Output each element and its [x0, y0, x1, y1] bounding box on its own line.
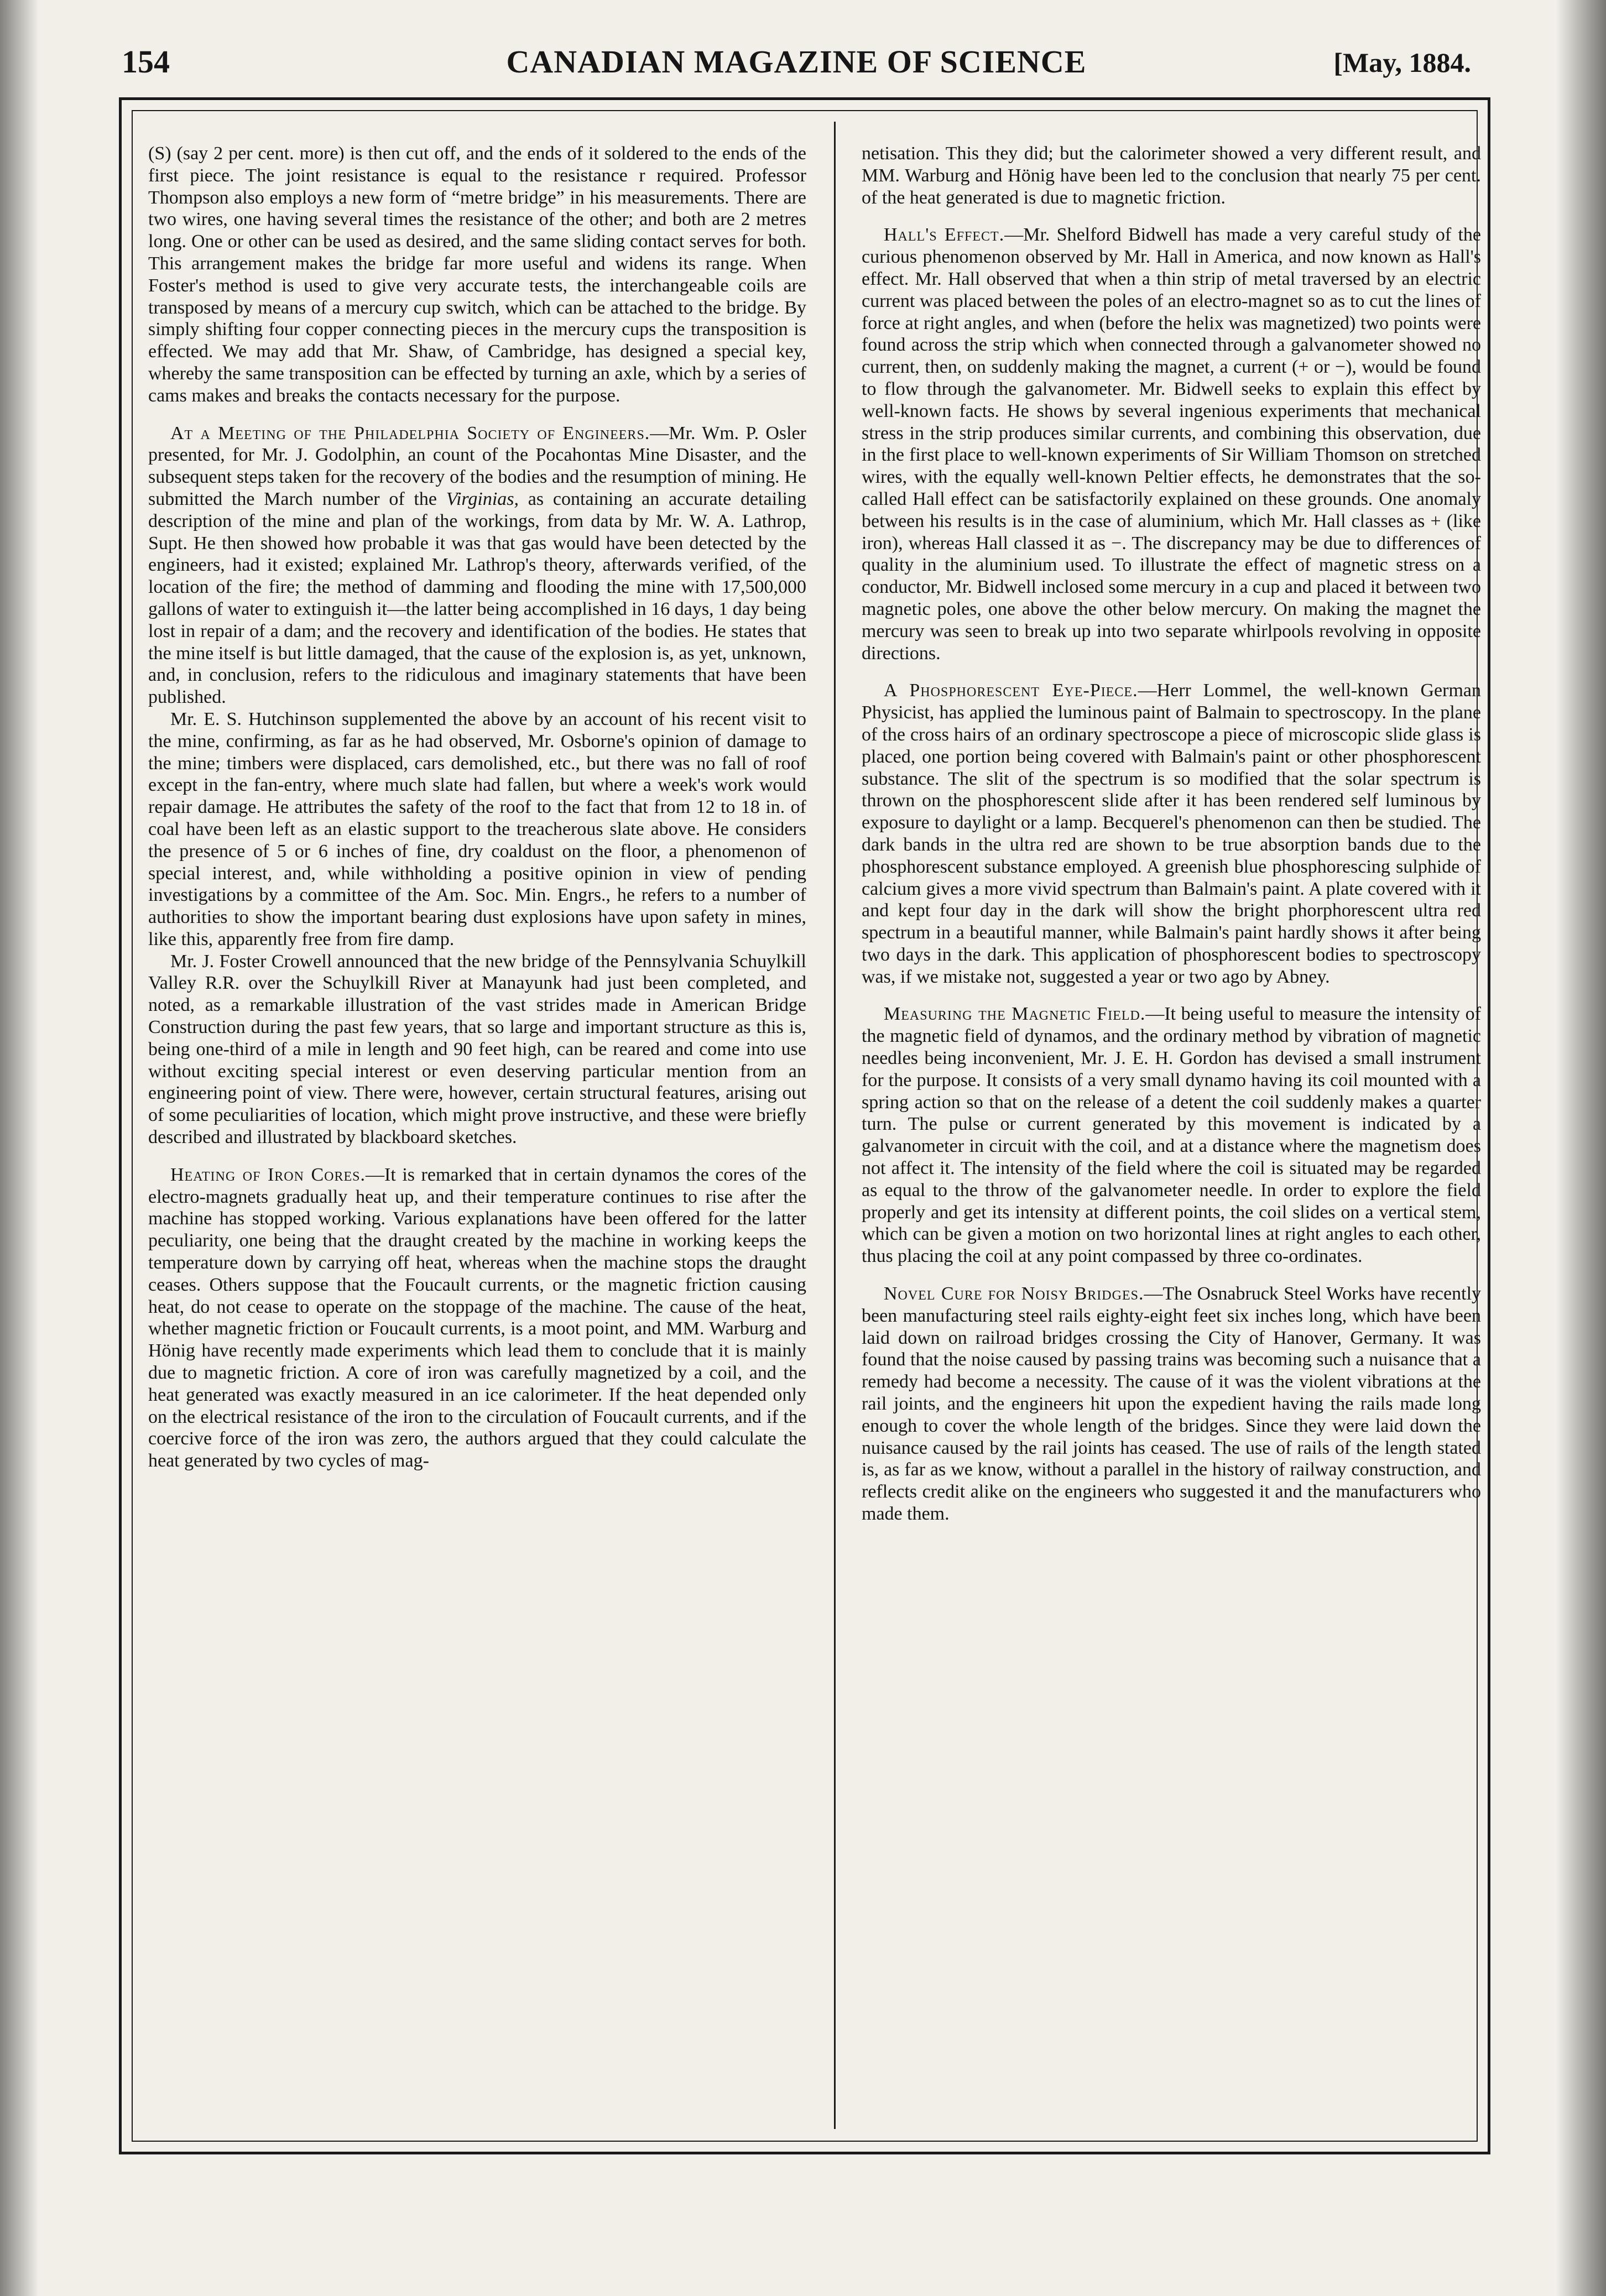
heading-phosphorescent-eyepiece: A Phosphorescent Eye-Piece.: [884, 680, 1138, 701]
paragraph-bridge-resistance: (S) (say 2 per cent. more) is then cut off, and the ends of it soldered to the ends of the first piece. The joint resistance is equal to the resistance r required. Professor Thompson also employs a new form of “metre bridge” in his measurements. There are two wires, one having several times the resistance of the other; and both are 2 metres long. One or other can be used as desired, and the same sliding contact serves for both. This arrangement makes the bridge far more useful and widens its range. When Foster's method is used to give very accurate tests, the interchangeable coils are transposed by means of a mercury cup switch, which can be attached to the bridge. By simply shifting four copper connecting pieces in the mercury cups the transposition is effected. We may add that Mr. Shaw, of Cambridge, has designed a special key, whereby the same transposition can be effected by turning an axle, which by a series of cams makes and breaks the contacts necessary for the purpose.: [148, 143, 806, 406]
heading-iron-cores: Heating of Iron Cores.: [170, 1164, 366, 1185]
paragraph-phosphorescent-eyepiece: [862, 680, 1481, 988]
scan-shadow-left: [0, 0, 39, 2296]
right-column: [862, 143, 1481, 1525]
paragraph-philadelphia-meeting: [148, 422, 806, 708]
heading-noisy-bridges: Novel Cure for Noisy Bridges.: [884, 1283, 1144, 1304]
heading-philadelphia-meeting: At a Meeting of the Philadelphia Society of Engineers.: [170, 422, 650, 443]
paragraph-text: as containing an accurate detailing description of the mine and plan of the workings, from data by Mr. W. A. Lathrop, Supt. He then showed how probable it was that gas would have been detected by the engineers, had it existed; explained Mr. Lathrop's theory, afterwards verified, of the location of the fire; the method of damming and flooding the mine with 17,500,000 gallons of water to extinguish it—the latter being accomplished in 16 days, 1 day being lost in repair of a dam; and the recovery and identification of the bodies. He states that the mine itself is but little damaged, that the cause of the explosion is, as yet, unknown, and, in conclusion, refers to the ridiculous and imaginary statements that have been published.: [148, 488, 806, 708]
paragraph-text: —The Osnabruck Steel Works have recently been manufacturing steel rails eighty-eight feet six inches long, which have been laid down on railroad bridges crossing the City of Hanover, Germany. It was found that the noise caused by passing trains was becoming such a nuisance that a remedy had become a necessity. The cause of it was the violent vibrations at the rail joints, and the engineers hit upon the expedient having the rails made long enough to cover the whole length of the bridges. Since they were laid down the nuisance caused by the rail joints has ceased. The use of rails of the length stated is, as far as we know, without a parallel in the history of railway construction, and reflects credit alike on the engineers who suggested it and the manufacturers who made them.: [862, 1283, 1482, 1525]
paragraph-text: —Herr Lommel, the well-known German Physicist, has applied the luminous paint of Balmain to spectroscopy. In the plane of the cross hairs of an ordinary spectroscope a piece of microscopic slide glass is placed, one portion being covered with Balmain's paint or other phosphorescent substance. The slit of the spectrum is so modified that the solar spectrum is thrown on the phosphorescent slide after it has been rendered self luminous by exposure to daylight or a lamp. Becquerel's phenomenon can then be studied. The dark bands in the ultra red are shown to be true absorption bands due to the phosphorescent substance employed. A greenish blue phosphorescing sulphide of calcium gives a more vivid spectrum than Balmain's paint. A plate covered with it and kept four day in the dark will show the bright phorphorescent ultra red spectrum in a beautiful manner, while Balmain's paint hardly shows it after being two days in the dark. This application of phosphorescent bodies to spectroscopy was, if we mistake not, suggested a year or two ago by Abney.: [862, 680, 1481, 987]
paragraph-crowell: Mr. J. Foster Crowell announced that the new bridge of the Pennsylvania Schuylkill Valley R.R. over the Schuylkill River at Manayunk had just been completed, and noted, as a remarkable illustration of the vast strides made in American Bridge Construction during the past few years, that so large and important structure as this is, being one-third of a mile in length and 90 feet high, can be reared and come into use without exciting special interest or even deserving particular mention from an engineering point of view. There were, however, certain structural features, arising out of some peculiarities of location, which might prove instructive, and these were briefly described and illustrated by blackboard sketches.: [148, 951, 806, 1148]
left-column: [148, 143, 806, 1472]
paragraph-magnetisation: netisation. This they did; but the calorimeter showed a very different result, and MM. Warburg and Hönig have been led to the conclusion that nearly 75 per cent. of the heat generated is due to magnetic friction.: [862, 143, 1481, 208]
paragraph-text: —Mr. Shelford Bidwell has made a very careful study of the curious phenomenon observed by Mr. Hall in America, and now known as Hall's effect. Mr. Hall observed that when a thin strip of metal traversed by an electric current was placed between the poles of an electro-magnet so as to cut the lines of force at right angles, and when (before the helix was magnetized) two points were found across the strip which when connected through a galvanometer showed no current, then, on suddenly making the magnet, a current (+ or −), would be found to flow through the galvanometer. Mr. Bidwell seeks to explain this effect by well-known facts. He shows by several ingenious experiments that mechanical stress in the strip produces similar currents, and combining this observation, due in the first place to well-known experiments of Sir William Thomson on stretched wires, with the equally well-known Peltier effects, he demonstrates that the so-called Hall effect can be satisfactorily explained on these grounds. One anomaly between his results is in the case of aluminium, which Mr. Hall classes as + (like iron), whereas Hall classed it as −. The discrepancy may be due to differences of quality in the aluminium used. To illustrate the effect of magnetic stress on a conductor, Mr. Bidwell inclosed some mercury in a cup and placed it between two magnetic poles, one above the other below mercury. On making the magnet the mercury was seen to break up into two separate whirlpools revolving in opposite directions.: [862, 225, 1481, 664]
paragraph-noisy-bridges: [862, 1283, 1481, 1525]
page-header: [122, 43, 1471, 87]
heading-magnetic-field: Measuring the Magnetic Field.: [884, 1004, 1146, 1025]
paragraph-halls-effect: [862, 224, 1481, 664]
paragraph-text: —Mr. Wm. P. Osler presented, for Mr. J. Godolphin, an count of the Pocahontas Mine Disaster, and the subsequent steps taken for the recovery of the bodies and the resumption of mining. He submitted the March number of the: [148, 422, 806, 509]
paragraph-text: —It is remarked that in certain dynamos the cores of the electro-magnets gradually heat up, and their temperature continues to rise after the machine has stopped working. Various explanations have been offered for the latter peculiarity, one being that the draught created by the machine in working keeps the temperature down by carrying off heat, whereas when the machine stops the draught ceases. Others suppose that the Foucault currents, or the magnetic friction causing heat, do not cease to operate on the stoppage of the machine. The cause of the heat, whether magnetic friction or Foucault currents, is a moot point, and MM. Warburg and Hönig have recently made experiments which lead them to conclude that it is mainly due to magnetic friction. A core of iron was carefully magnetized by a coil, and the heat generated was exactly measured in an ice calorimeter. If the heat depended only on the electrical resistance of the iron to the circulation of Foucault currents, and if the coercive force of the iron was zero, the authors argued that they could calculate the heat generated by two cycles of mag-: [148, 1164, 806, 1471]
publication-title: Virginias,: [446, 488, 519, 509]
magazine-title: CANADIAN MAGAZINE OF SCIENCE: [506, 44, 1087, 80]
paragraph-text: —It being useful to measure the intensity of the magnetic field of dynamos, and the ordinary method by vibration of magnetic needles being inconvenient, Mr. J. E. H. Gordon has devised a small instrument for the purpose. It consists of a very small dynamo having its coil mounted with a spring action so that on the release of a detent the coil suddenly makes a quarter turn. The pulse or current generated by this movement is indicated by a galvanometer in circuit with the coil, and at a distance where the magnetism does not affect it. The intensity of the field where the coil is situated may be regarded as equal to the throw of the galvanometer needle. In order to explore the field properly and get its intensity at different points, the coil slides on a vertical stem, which can be given a motion on two horizontal lines at right angles to each other, thus placing the coil at any point compassed by three co-ordinates.: [862, 1004, 1481, 1267]
issue-date: [May, 1884.: [1333, 47, 1471, 78]
heading-halls-effect: Hall's Effect.: [884, 225, 1005, 246]
paragraph-iron-cores: [148, 1164, 806, 1472]
scan-shadow-right: [1556, 0, 1606, 2296]
paragraph-magnetic-field: [862, 1003, 1481, 1267]
paragraph-hutchinson: Mr. E. S. Hutchinson supplemented the above by an account of his recent visit to the mine, confirming, as far as he had observed, Mr. Osborne's opinion of damage to the mine; timbers were displaced, cars demolished, etc., but there was no fall of roof except in the fan-entry, where much slate had fallen, but where a week's work would repair damage. He attributes the safety of the roof to the fact that from 12 to 18 in. of coal have been left as an elastic support to the treacherous slate above. He considers the presence of 5 or 6 inches of fine, dry coaldust on the floor, a phenomenon of special interest, and, while withholding a positive opinion in view of pending investigations by a committee of the Am. Soc. Min. Engrs., he refers to a number of authorities to show the important bearing dust explosions have upon safety in mines, like this, apparently free from fire damp.: [148, 708, 806, 949]
page-number: 154: [122, 44, 170, 80]
column-divider: [834, 122, 836, 2129]
